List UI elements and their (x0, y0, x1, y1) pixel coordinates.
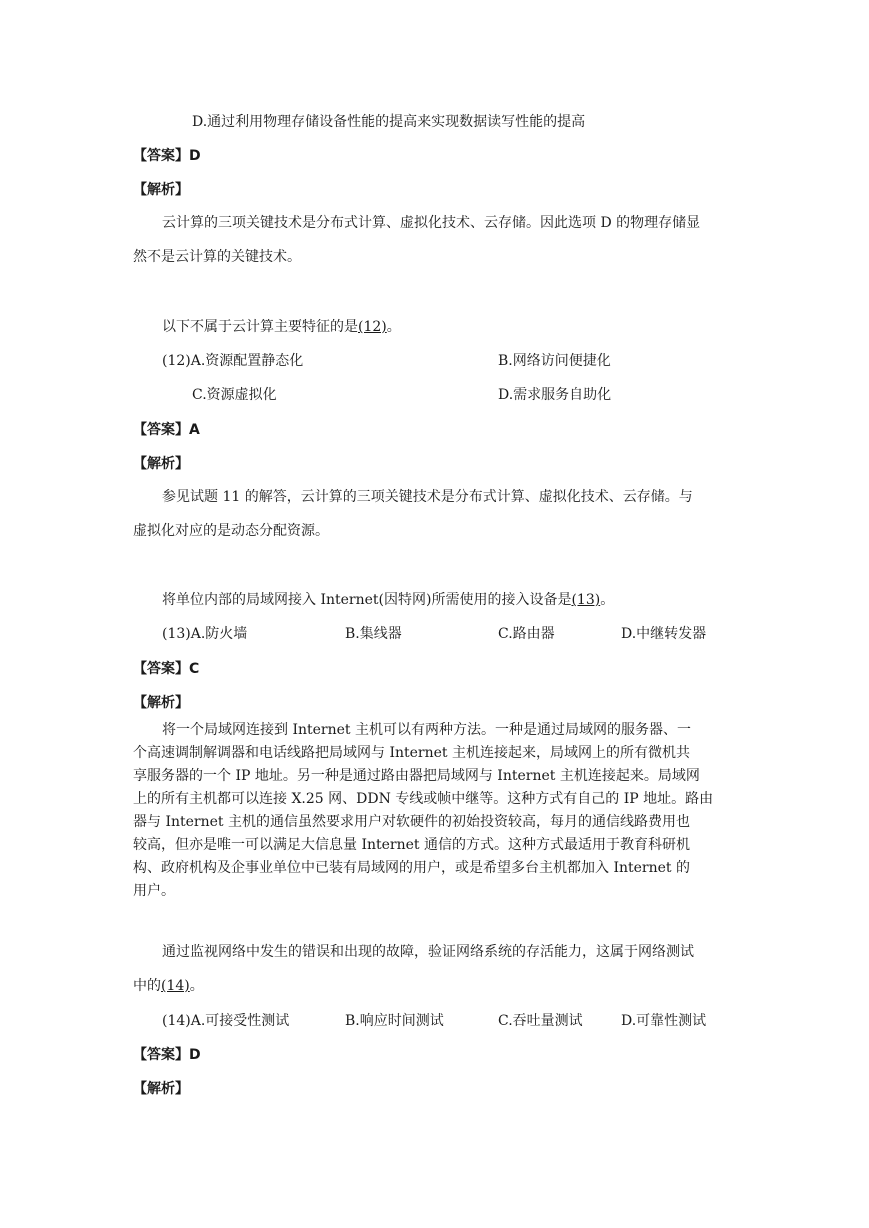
stem-text: 以下不属于云计算主要特征的是 (162, 319, 358, 335)
q14-option-c: C.吞吐量测试 (498, 1013, 583, 1029)
stem-text: 将单位内部的局域网接入 Internet(因特网)所需使用的接入设备是 (162, 592, 572, 608)
q13-stem (162, 590, 614, 610)
q13-answer (133, 659, 199, 679)
q13-analysis-line: 构、政府机构及企事业单位中已装有局域网的用户，或是希望多台主机都加入 Internet 的 (133, 860, 690, 876)
q14-answer (133, 1045, 201, 1065)
q11-option-d: D.通过利用物理存储设备性能的提高来实现数据读写性能的提高 (192, 114, 586, 130)
q14-stem-line2 (133, 976, 204, 996)
q13-analysis-line: 器与 Internet 主机的通信虽然要求用户对软硬件的初始投资较高，每月的通信线路费用也 (133, 814, 690, 830)
answer-value: D (189, 1047, 201, 1063)
stem-end: 。 (189, 978, 204, 994)
q13-analysis-label: 【解析】 (133, 695, 189, 711)
q12-option-c: C.资源虚拟化 (192, 387, 277, 403)
stem-end: 。 (386, 319, 401, 335)
q14-stem-line1: 通过监视网络中发生的错误和出现的故障，验证网络系统的存活能力，这属于网络测试 (162, 944, 694, 960)
stem-end: 。 (600, 592, 615, 608)
q12-analysis-line: 虚拟化对应的是动态分配资源。 (133, 523, 329, 539)
q11-analysis-label: 【解析】 (133, 182, 189, 198)
answer-label: 【答案】 (133, 148, 189, 164)
answer-label: 【答案】 (133, 1047, 189, 1063)
answer-value: C (189, 661, 200, 677)
answer-blank: (12) (358, 319, 387, 335)
stem-text: 中的 (133, 978, 161, 994)
q13-analysis-line: 较高，但亦是唯一可以满足大信息量 Internet 通信的方式。这种方式最适用于教育科研机 (133, 837, 690, 853)
q11-analysis-line: 云计算的三项关键技术是分布式计算、虚拟化技术、云存储。因此选项 D 的物理存储显 (162, 215, 701, 231)
answer-value: A (189, 422, 200, 438)
answer-blank: (13) (571, 592, 601, 608)
q13-analysis-line: 个高速调制解调器和电话线路把局域网与 Internet 主机连接起来，局域网上的所有微机共 (133, 745, 690, 761)
q13-option-c: C.路由器 (498, 626, 555, 642)
q13-analysis-line: 上的所有主机都可以连接 X.25 网、DDN 专线或帧中继等。这种方式有自己的 IP 地址。路由 (133, 791, 714, 807)
q13-analysis-line: 将一个局域网连接到 Internet 主机可以有两种方法。一种是通过局域网的服务器、一 (162, 722, 691, 738)
q12-option-d: D.需求服务自助化 (498, 387, 612, 403)
q13-analysis-line: 用户。 (133, 883, 175, 899)
q14-option-a: (14)A.可接受性测试 (162, 1013, 290, 1029)
answer-label: 【答案】 (133, 422, 189, 438)
answer-blank: (14) (161, 978, 190, 994)
q14-analysis-label: 【解析】 (133, 1081, 189, 1097)
q12-option-b: B.网络访问便捷化 (498, 353, 611, 369)
q13-analysis-line: 享服务器的一个 IP 地址。另一种是通过路由器把局域网与 Internet 主机连接起来。局域网 (133, 768, 700, 784)
q12-analysis-label: 【解析】 (133, 456, 189, 472)
q12-answer (133, 420, 200, 440)
q14-option-d: D.可靠性测试 (621, 1013, 707, 1029)
q13-option-b: B.集线器 (345, 626, 402, 642)
answer-label: 【答案】 (133, 661, 189, 677)
q13-option-d: D.中继转发器 (621, 626, 707, 642)
q13-option-a: (13)A.防火墙 (162, 626, 248, 642)
q11-answer (133, 146, 201, 166)
q12-stem (162, 317, 401, 337)
answer-value: D (189, 148, 201, 164)
q11-analysis-line: 然不是云计算的关键技术。 (133, 249, 301, 265)
q12-option-a: (12)A.资源配置静态化 (162, 353, 304, 369)
q12-analysis-line: 参见试题 11 的解答，云计算的三项关键技术是分布式计算、虚拟化技术、云存储。与 (162, 489, 693, 505)
q14-option-b: B.响应时间测试 (345, 1013, 444, 1029)
